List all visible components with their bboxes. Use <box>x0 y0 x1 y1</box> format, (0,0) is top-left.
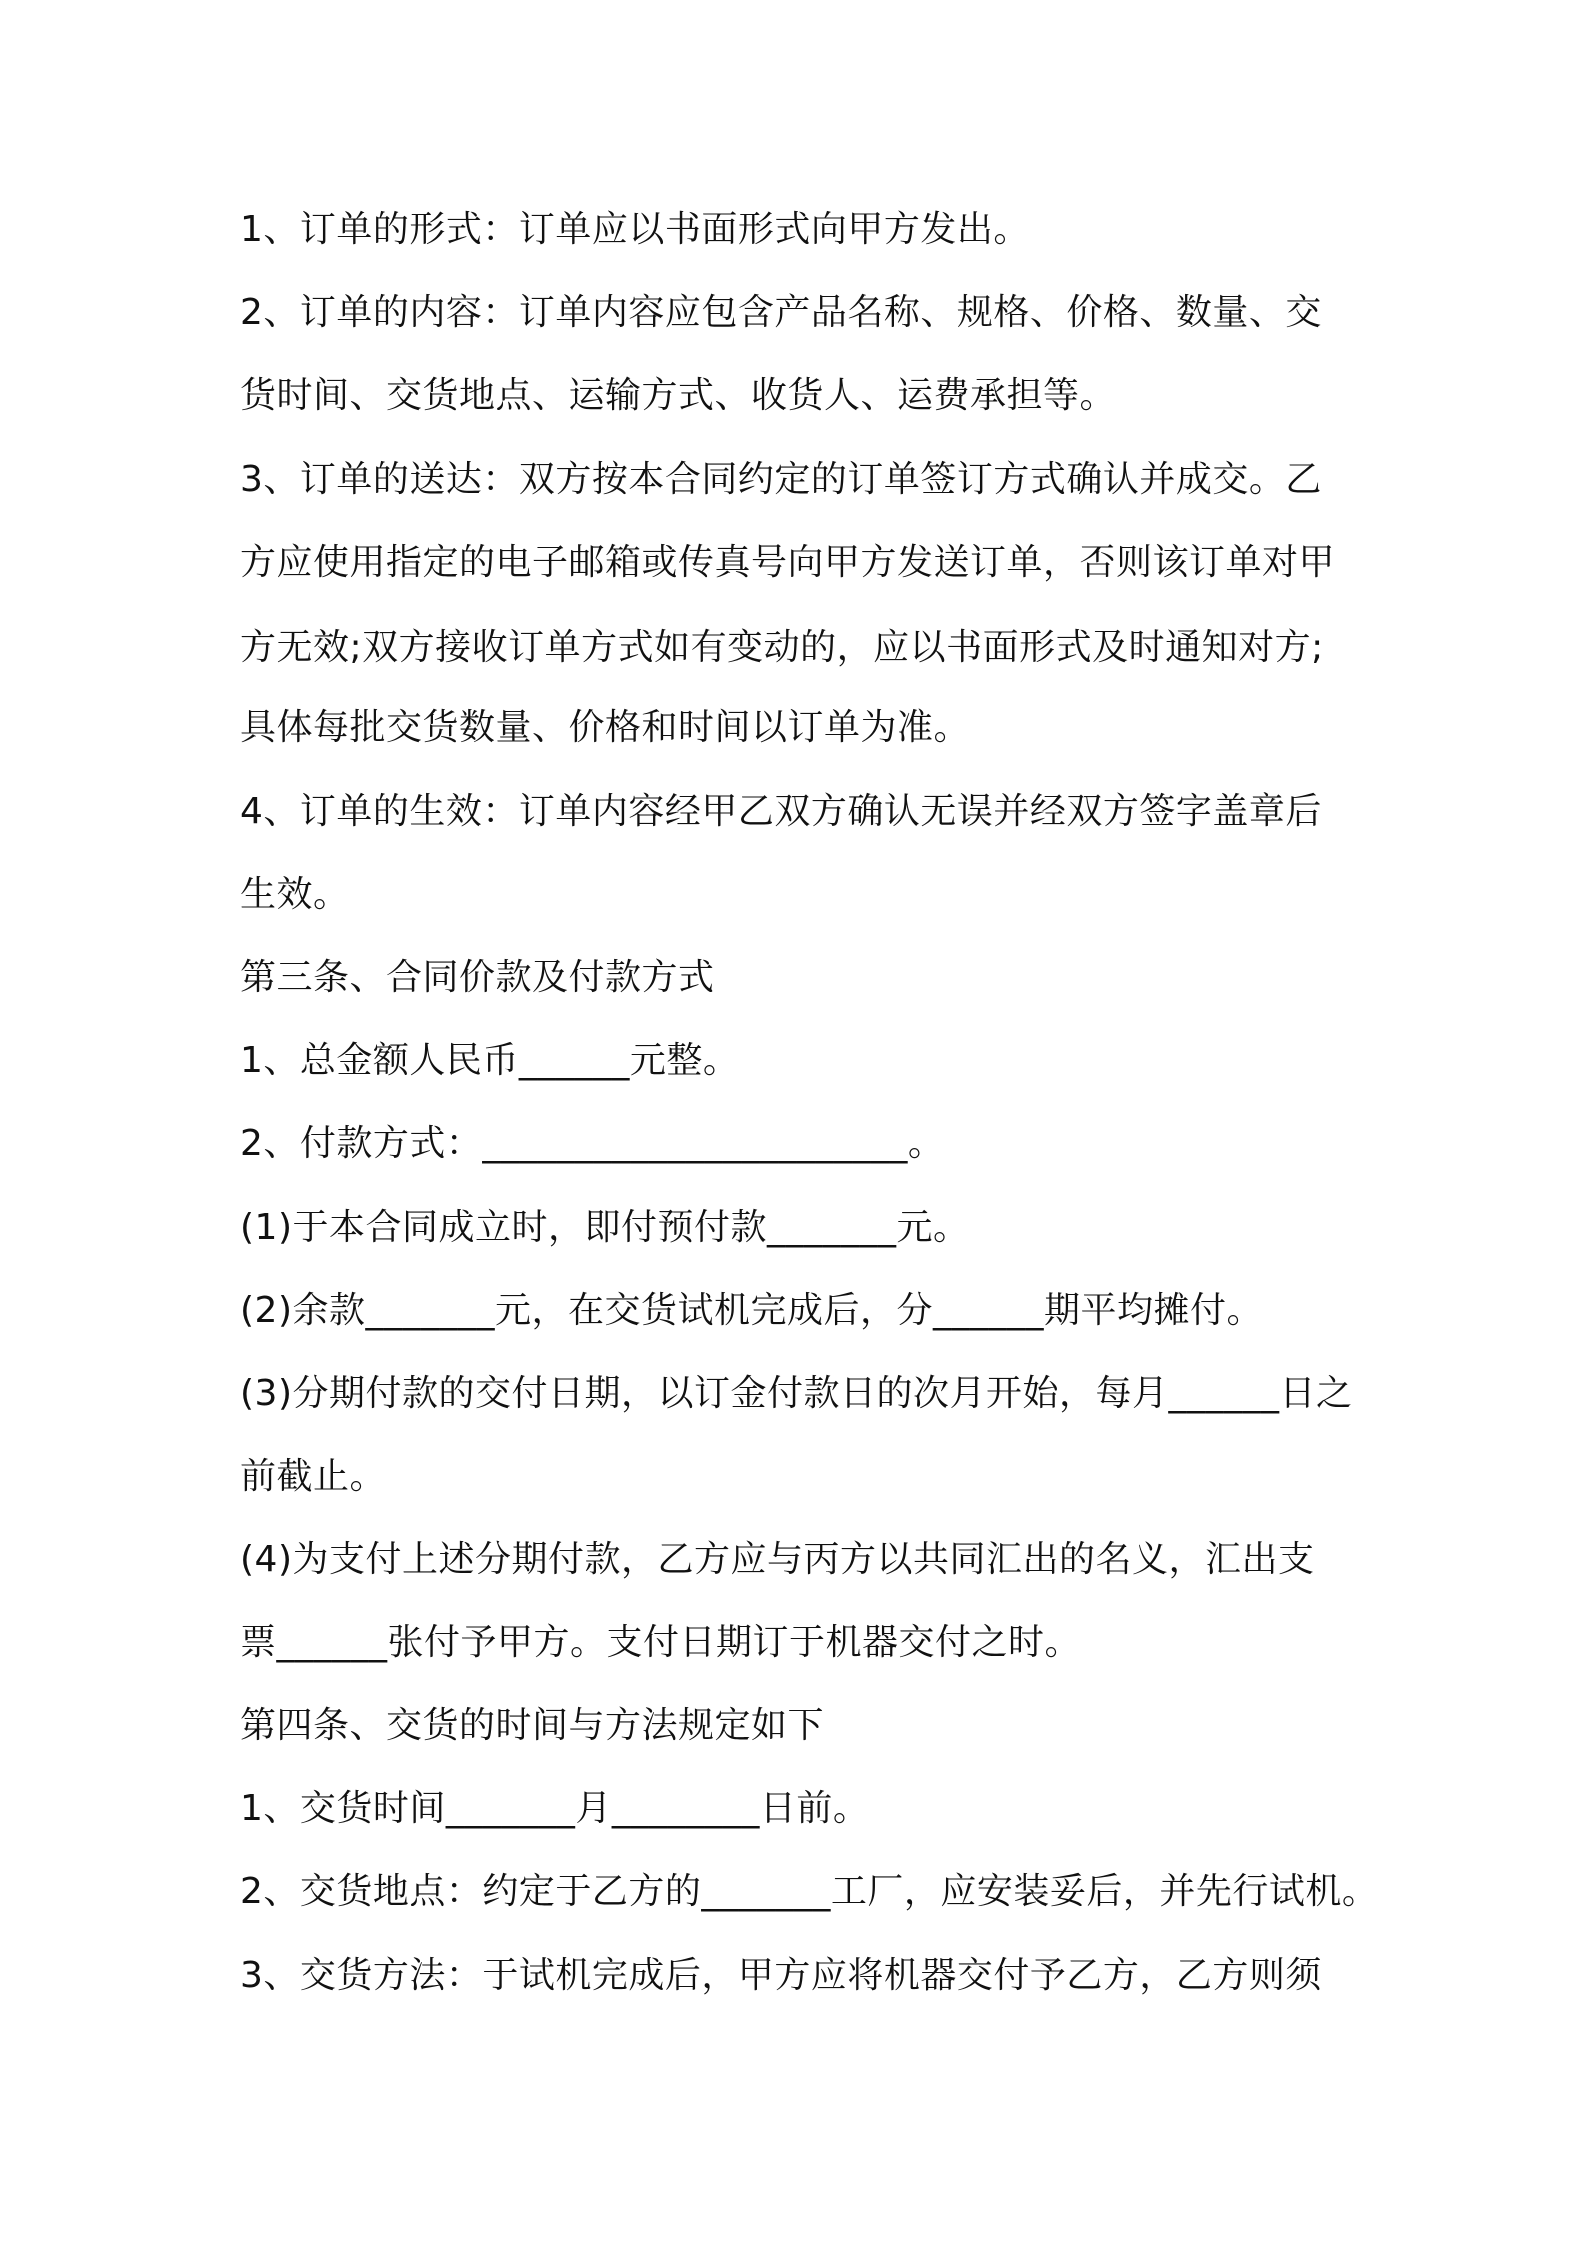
text-line: 货时间、交货地点、运输方式、收货人、运费承担等。 <box>240 375 1117 416</box>
text-line: (1)于本合同成立时，即付预付款_______元。 <box>240 1207 970 1248</box>
text-line: 1、交货时间_______月________日前。 <box>240 1788 870 1829</box>
text-line: (3)分期付款的交付日期，以订金付款日的次月开始，每月______日之 <box>240 1373 1353 1414</box>
text-line: 方应使用指定的电子邮箱或传真号向甲方发送订单，否则该订单对甲 <box>240 542 1336 583</box>
text-line: 2、交货地点：约定于乙方的_______工厂，应安装妥后，并先行试机。 <box>240 1871 1379 1912</box>
text-line: 2、订单的内容：订单内容应包含产品名称、规格、价格、数量、交 <box>240 292 1322 333</box>
text-line: 1、总金额人民币______元整。 <box>240 1040 740 1081</box>
section-heading: 第四条、交货的时间与方法规定如下 <box>240 1705 825 1746</box>
text-line: 2、付款方式：_______________________。 <box>240 1123 945 1164</box>
text-line: 1、订单的形式：订单应以书面形式向甲方发出。 <box>240 209 1030 250</box>
text-line: 票______张付予甲方。支付日期订于机器交付之时。 <box>240 1622 1082 1663</box>
text-line: (4)为支付上述分期付款，乙方应与丙方以共同汇出的名义，汇出支 <box>240 1539 1315 1580</box>
text-line: 3、订单的送达：双方按本合同约定的订单签订方式确认并成交。乙 <box>240 459 1322 500</box>
text-line: 3、交货方法：于试机完成后，甲方应将机器交付予乙方，乙方则须 <box>240 1955 1322 1996</box>
section-heading: 第三条、合同价款及付款方式 <box>240 957 715 998</box>
text-line: 4、订单的生效：订单内容经甲乙双方确认无误并经双方签字盖章后 <box>240 791 1322 832</box>
text-line: 生效。 <box>240 874 350 915</box>
text-line: 前截止。 <box>240 1456 387 1497</box>
text-line: (2)余款_______元，在交货试机完成后，分______期平均摊付。 <box>240 1290 1263 1331</box>
text-line: 方无效;双方接收订单方式如有变动的，应以书面形式及时通知对方; <box>240 627 1324 668</box>
text-line: 具体每批交货数量、价格和时间以订单为准。 <box>240 707 971 748</box>
